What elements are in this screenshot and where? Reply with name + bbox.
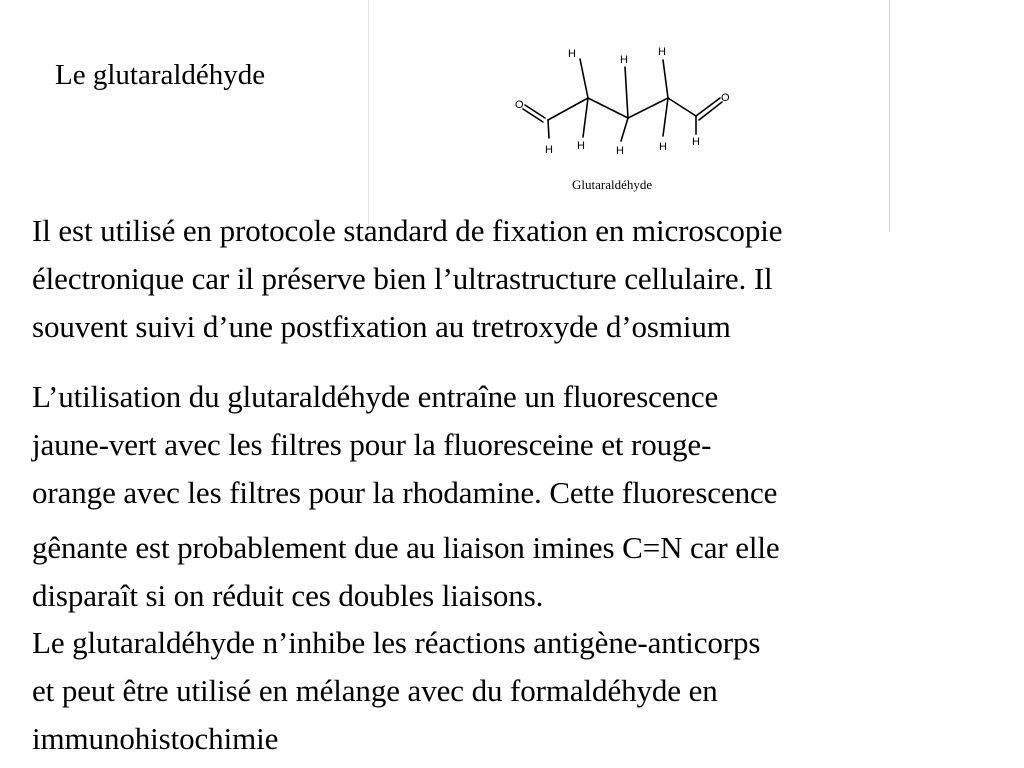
paragraph-line: orange avec les filtres pour la rhodamine. Cette fluorescence <box>32 475 778 510</box>
atom-h-c2-bottom: H <box>577 140 585 152</box>
bond-ald-left-h <box>548 120 549 138</box>
bond-c2-h-top <box>580 59 588 98</box>
paragraph-line: L’utilisation du glutaraldéhyde entraîne un fluorescence <box>32 379 719 414</box>
atom-h-c2-top: H <box>568 48 576 60</box>
bond-c1-c2 <box>548 98 588 120</box>
bond-c2-h-bottom <box>583 98 588 137</box>
paragraph-line: souvent suivi d’une postfixation au tretroxyde d’osmium <box>32 309 731 344</box>
glutaraldehyde-structure-figure <box>500 38 750 198</box>
molecule-bonds <box>523 59 722 141</box>
atom-o-right: O <box>721 92 730 104</box>
slide-title: Le glutaraldéhyde <box>55 59 266 91</box>
paragraph-line: immunohistochimie <box>32 721 279 756</box>
paragraph-line: disparaît si on réduit ces doubles liaisons. <box>32 578 544 613</box>
paragraph-line: jaune-vert avec les filtres pour la fluoresceine et rouge- <box>32 427 712 462</box>
bond-c3-h-bottom <box>621 118 628 141</box>
atom-h-c4-bottom: H <box>659 141 667 153</box>
atom-h-c3-top: H <box>620 54 628 66</box>
bond-c4-c5 <box>668 98 696 116</box>
bond-c3-c4 <box>628 98 668 118</box>
bond-c2-c3 <box>588 98 628 118</box>
atom-h-c4-top: H <box>658 46 666 58</box>
figure-caption: Glutaraldéhyde <box>572 177 653 192</box>
paragraph-line: Il est utilisé en protocole standard de fixation en microscopie <box>32 213 783 248</box>
paragraph-line: Le glutaraldéhyde n’inhibe les réactions antigène-anticorps <box>32 625 761 660</box>
bond-c4-h-top <box>663 60 668 98</box>
atom-h-ald-left: H <box>545 144 553 156</box>
paragraph-line: gênante est probablement due au liaison imines C=N car elle <box>32 530 780 565</box>
bond-c4-h-bottom <box>663 98 668 136</box>
atom-o-left: O <box>515 99 524 111</box>
paragraph-line: et peut être utilisé en mélange avec du formaldéhyde en <box>32 673 718 708</box>
atom-h-ald-right: H <box>692 136 700 148</box>
bond-c3-h-top <box>625 67 628 118</box>
atom-h-c3-bottom: H <box>616 145 624 157</box>
paragraph-line: électronique car il préserve bien l’ultrastructure cellulaire. Il <box>32 261 773 296</box>
